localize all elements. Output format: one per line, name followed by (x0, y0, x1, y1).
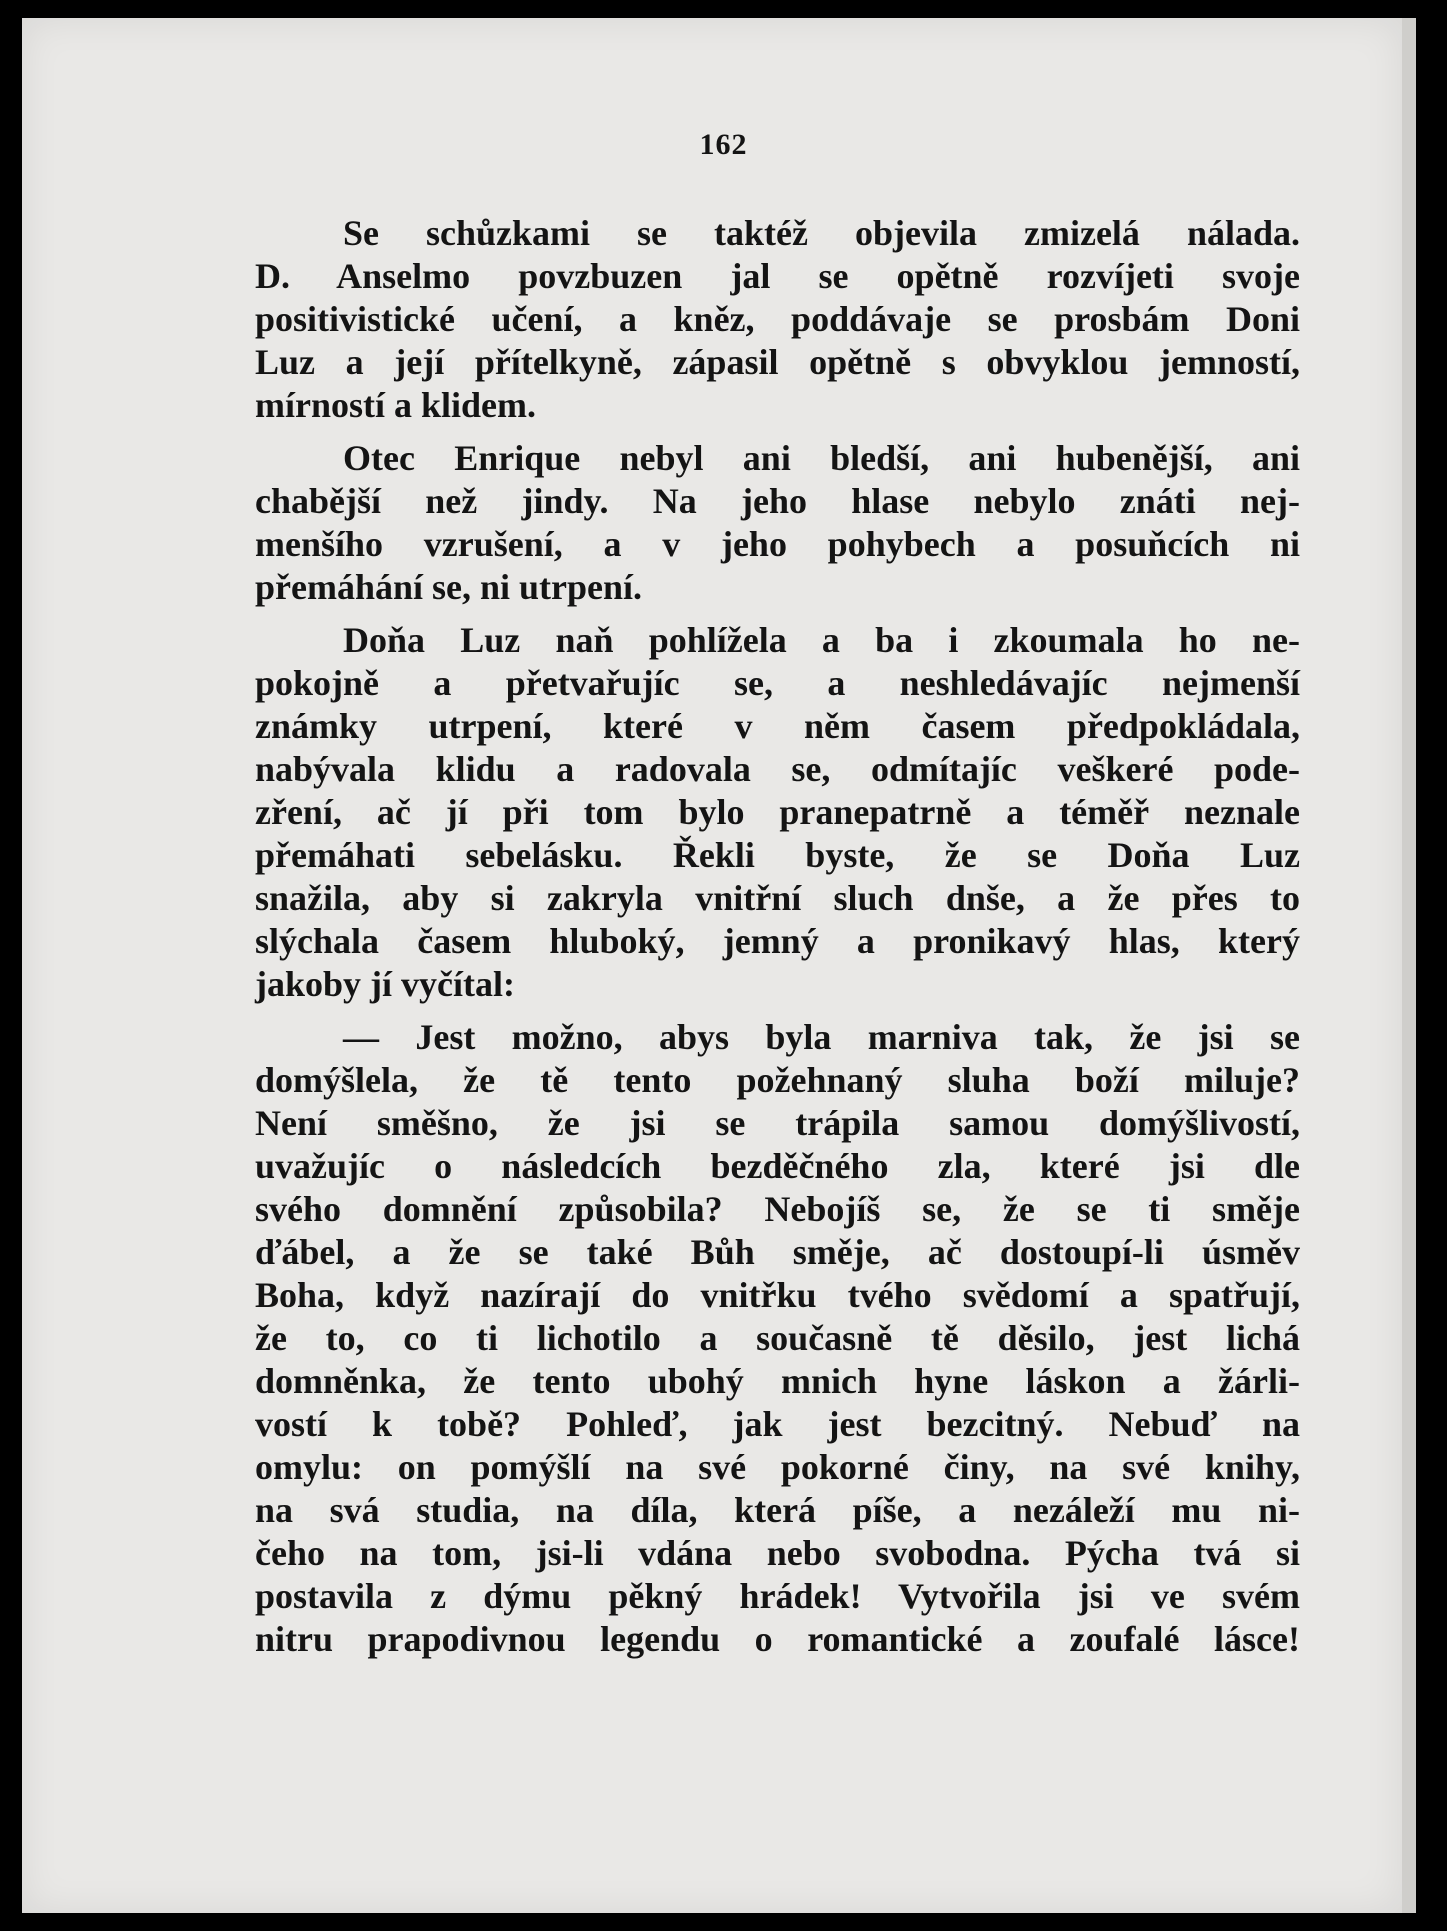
text-line: Není směšno, že jsi se trápila samou domýšlivostí, (255, 1103, 1300, 1143)
text-line: vostí k tobě? Pohleď, jak jest bezcitný. Nebuď na (255, 1404, 1300, 1444)
text-line: Luz a její přítelkyně, zápasil opětně s obvyklou jemností, (255, 342, 1300, 382)
text-line: čeho na tom, jsi-li vdána nebo svobodna. Pýcha tvá si (255, 1533, 1300, 1573)
page-number: 162 (699, 128, 748, 161)
text-line: Doňa Luz naň pohlížela a ba i zkoumala ho ne- (343, 620, 1300, 660)
text-line: nabývala klidu a radovala se, odmítajíc veškeré pode- (255, 749, 1300, 789)
text-line: pokojně a přetvařujíc se, a neshledávajíc nejmenší (255, 663, 1300, 703)
text-line: Boha, když nazírají do vnitřku tvého svědomí a spatřují, (255, 1275, 1300, 1315)
text-line: ďábel, a že se také Bůh směje, ač dostoupí-li úsměv (255, 1232, 1300, 1272)
text-line: známky utrpení, které v něm časem předpokládala, (255, 706, 1300, 746)
text-line: uvažujíc o následcích bezděčného zla, které jsi dle (255, 1146, 1300, 1186)
text-line: mírností a klidem. (255, 385, 537, 425)
text-line: chabější než jindy. Na jeho hlase nebylo znáti nej- (255, 481, 1300, 521)
text-line: přemáhati sebelásku. Řekli byste, že se Doňa Luz (255, 835, 1300, 875)
text-line: D. Anselmo povzbuzen jal se opětně rozvíjeti svoje (255, 256, 1300, 296)
text-line: menšího vzrušení, a v jeho pohybech a posuňcích ni (255, 524, 1300, 564)
text-line: zření, ač jí při tom bylo pranepatrně a téměř neznale (255, 792, 1300, 832)
text-line: postavila z dýmu pěkný hrádek! Vytvořila jsi ve svém (255, 1576, 1300, 1616)
text-line: — Jest možno, abys byla marniva tak, že jsi se (343, 1017, 1300, 1057)
text-line: omylu: on pomýšlí na své pokorné činy, na své knihy, (255, 1447, 1300, 1487)
text-line: jakoby jí vyčítal: (255, 964, 515, 1004)
paragraph-2 (255, 437, 1300, 609)
text-line: slýchala časem hluboký, jemný a pronikavý hlas, který (255, 921, 1300, 961)
text-line: přemáhání se, ni utrpení. (255, 567, 643, 607)
paragraph-4 (255, 1016, 1300, 1661)
text-line: Se schůzkami se taktéž objevila zmizelá nálada. (343, 213, 1300, 253)
text-line: svého domnění způsobila? Nebojíš se, že se ti směje (255, 1189, 1300, 1229)
body-text (255, 212, 1300, 1661)
text-line: na svá studia, na díla, která píše, a nezáleží mu ni- (255, 1490, 1300, 1530)
text-line: Otec Enrique nebyl ani bledší, ani hubenější, ani (343, 438, 1300, 478)
text-line: domněnka, že tento ubohý mnich hyne láskon a žárli- (255, 1361, 1300, 1401)
text-line: nitru prapodivnou legendu o romantické a zoufalé lásce! (255, 1619, 1300, 1659)
text-line: že to, co ti lichotilo a současně tě děsilo, jest lichá (255, 1318, 1300, 1358)
text-line: positivistické učení, a kněz, poddávaje se prosbám Doni (255, 299, 1300, 339)
text-line: snažila, aby si zakryla vnitřní sluch dnše, a že přes to (255, 878, 1300, 918)
text-line: domýšlela, že tě tento požehnaný sluha boží miluje? (255, 1060, 1300, 1100)
page-edge (1402, 18, 1416, 1913)
paragraph-3 (255, 619, 1300, 1006)
paragraph-1 (255, 212, 1300, 427)
